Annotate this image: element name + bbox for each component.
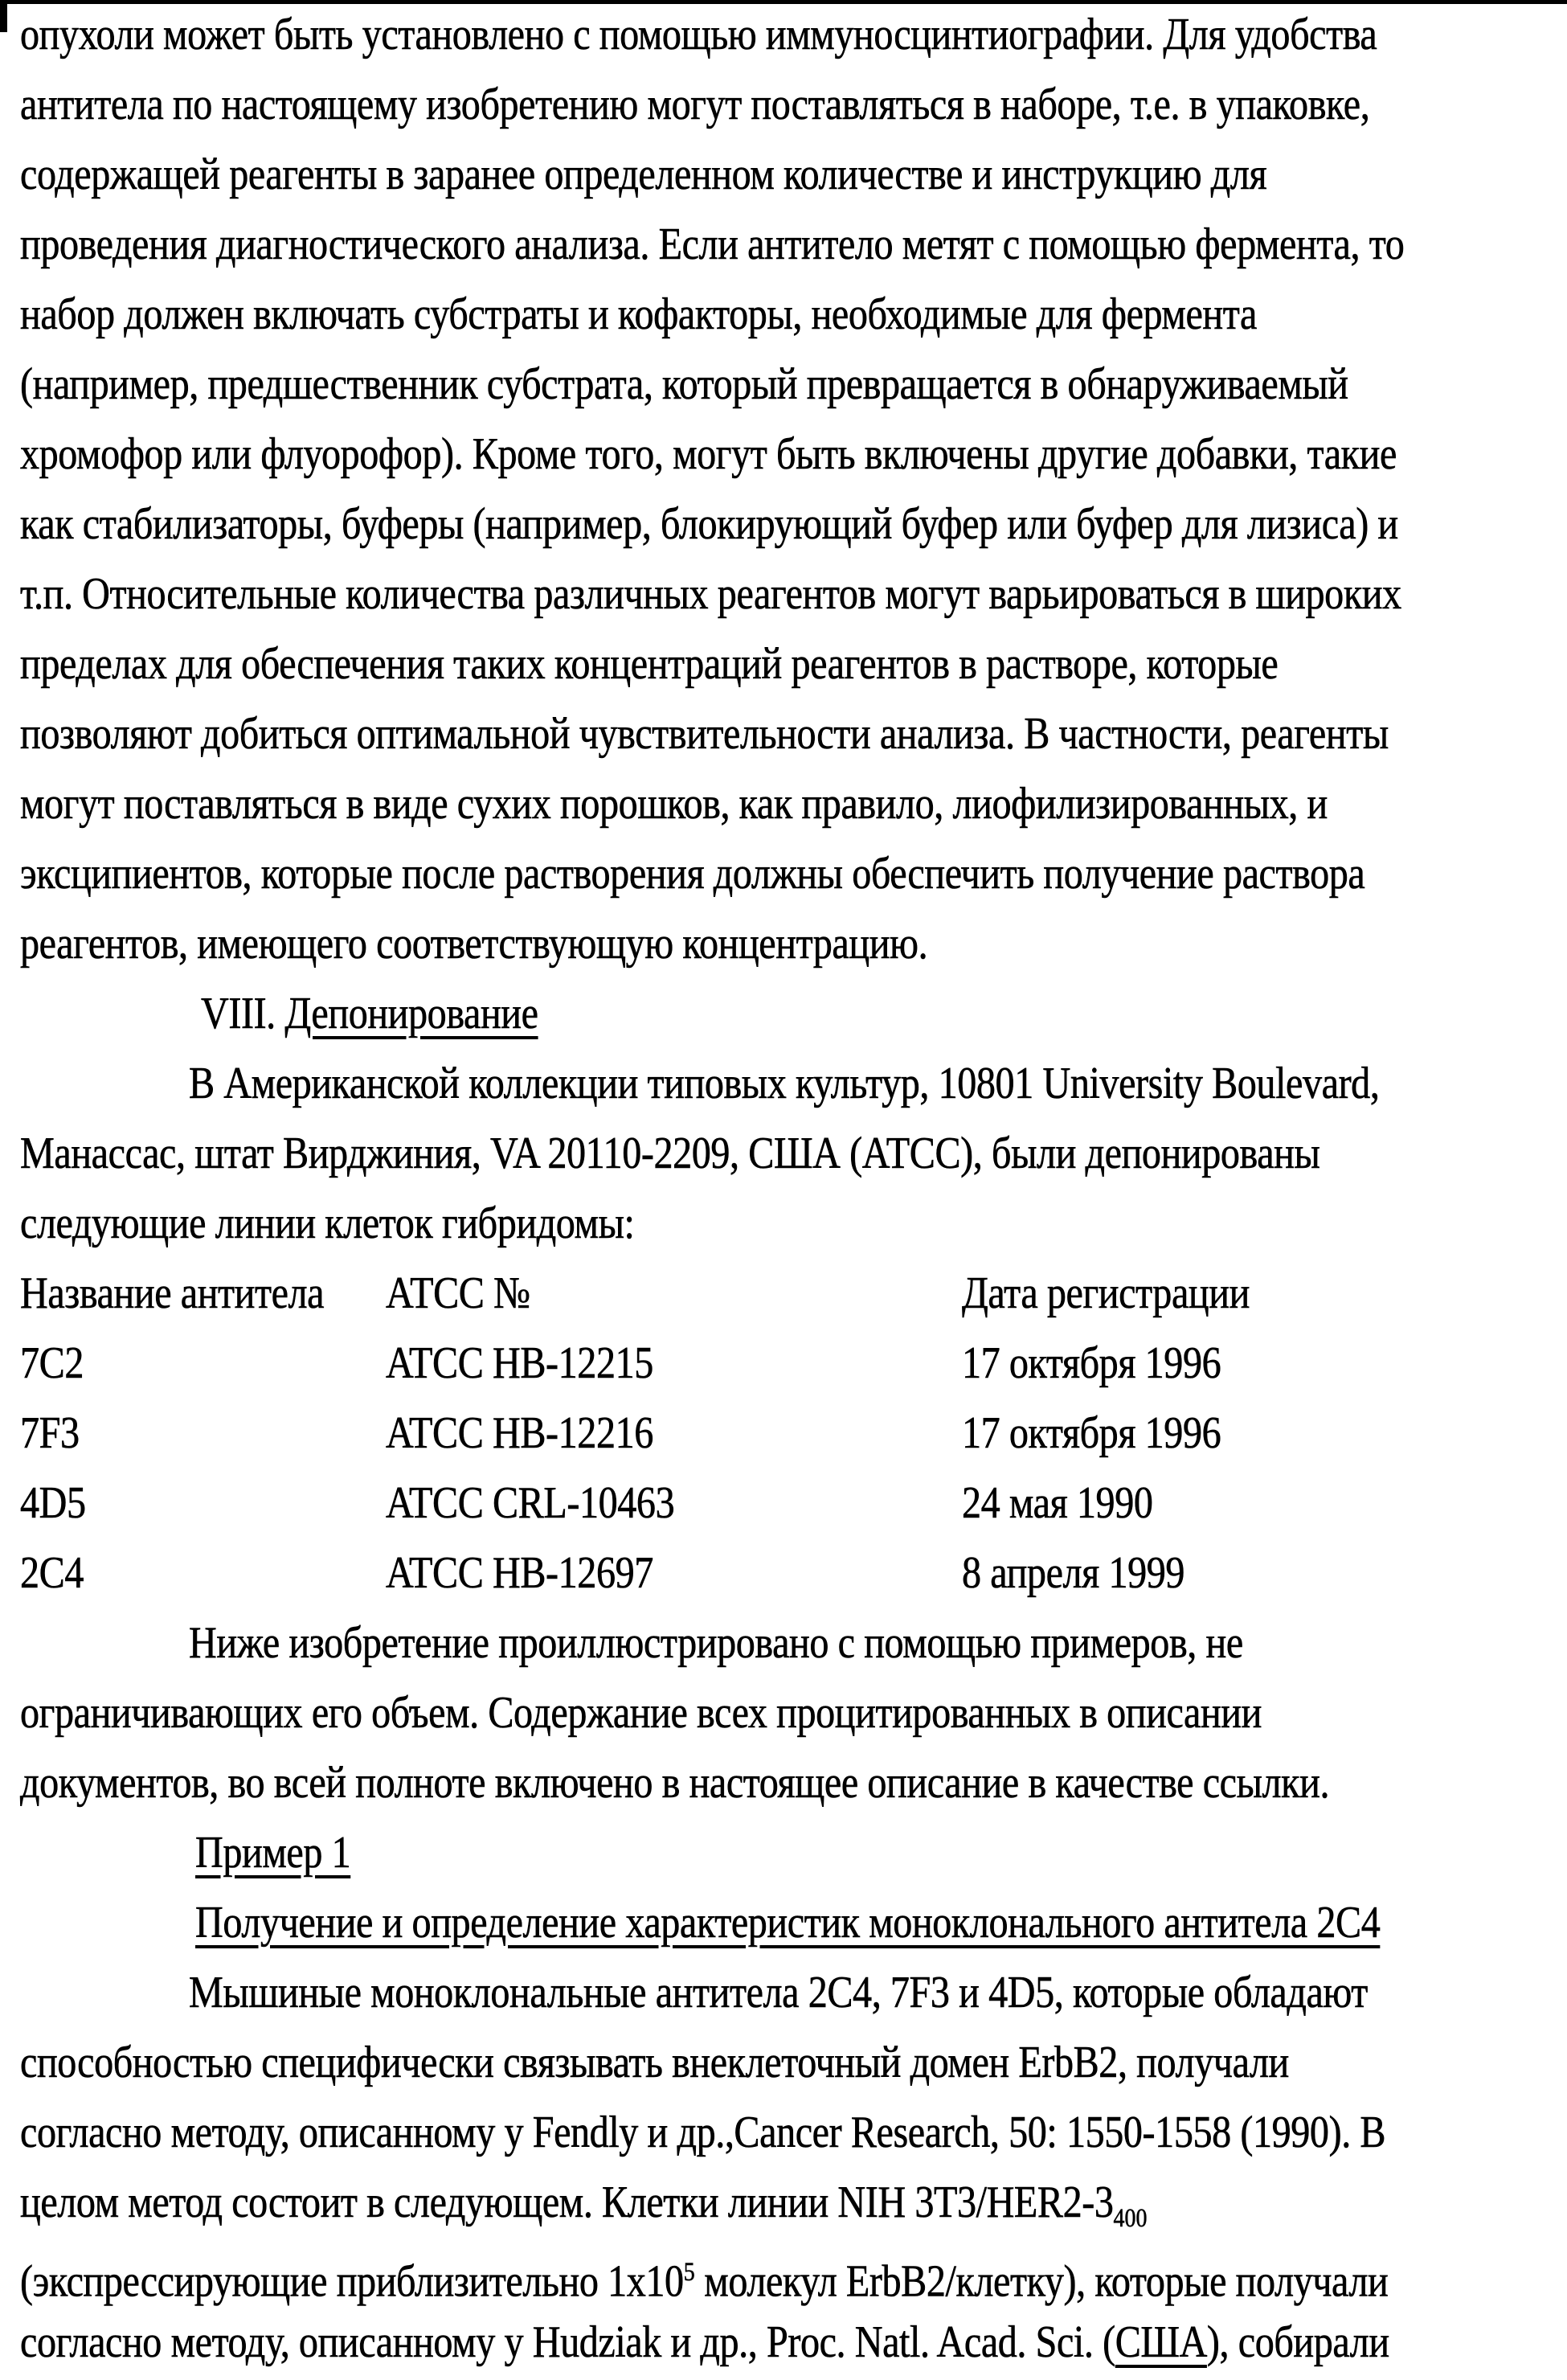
underlined-text: Получение и определение характеристик моноклонального антитела 2C4 [195, 1898, 1381, 1948]
text-line [20, 909, 1075, 979]
line-text [20, 2238, 1388, 2317]
line-text [195, 1888, 1380, 1958]
line-text [189, 1049, 1379, 1119]
line-text [20, 210, 1404, 280]
scan-artifact-corner [0, 0, 7, 32]
text-segment: способностью специфически связывать внеклеточный домен ErbB2, получали [20, 2038, 1289, 2087]
text-line [20, 490, 1567, 559]
text-line [20, 420, 1567, 490]
text-line [20, 2308, 1567, 2378]
line-text [20, 1119, 1319, 1189]
text-line [20, 769, 1540, 839]
text-segment: Ниже изобретение проиллюстрировано с помощью примеров, не [189, 1618, 1243, 1668]
cell-text: 17 октября 1996 [962, 1408, 1221, 1458]
line-text [20, 0, 1377, 70]
text-segment: ограничивающих его объем. Содержание всех процитированных в описании [20, 1688, 1262, 1738]
text-segment: опухоли может быть установлено с помощью иммуносцинтиографии. Для удобства [20, 10, 1377, 59]
cell-text: ATCC CRL-10463 [386, 1478, 675, 1528]
text-segment: Манассас, штат Вирджиния, VA 20110-2209, США (АТСС), были депонированы [20, 1129, 1320, 1178]
cell-text: ATCC HB-12697 [386, 1548, 653, 1598]
text-line [20, 140, 1470, 210]
text-line [20, 1678, 1464, 1748]
table-header-row [0, 1259, 1567, 1329]
line-text [201, 979, 538, 1049]
table-cell [386, 1538, 697, 1608]
cell-text: Название антитела [20, 1268, 325, 1318]
table-row [0, 1538, 1567, 1608]
text-segment: пределах для обеспечения таких концентраций реагентов в растворе, которые [20, 639, 1279, 689]
table-cell [20, 1259, 374, 1329]
text-line [20, 350, 1565, 420]
text-segment: согласно методу, описанному у Fendly и др.,Cancer Research, 50: 1550-1558 (1990). В [20, 2108, 1386, 2157]
line-text [20, 2308, 1389, 2378]
text-line [20, 1119, 1532, 1189]
line-text [20, 1189, 634, 1259]
table-cell [962, 1399, 1263, 1469]
section-heading-viii [201, 979, 593, 1049]
text-line [20, 210, 1567, 280]
cell-text: ATCC HB-12216 [386, 1408, 653, 1458]
table-cell [20, 1538, 94, 1608]
line-text [20, 2098, 1385, 2168]
line-text [20, 140, 1266, 210]
cell-text: АТСС № [386, 1268, 530, 1318]
text-segment: содержащей реагенты в заранее определенном количестве и инструкцию для [20, 150, 1267, 199]
text-line [20, 70, 1567, 140]
cell-text: 7C2 [20, 1338, 84, 1388]
cell-text: ATCC HB-12215 [386, 1338, 653, 1388]
text-line [20, 2238, 1567, 2308]
text-segment: документов, во всей полноте включено в настоящее описание в качестве ссылки. [20, 1758, 1330, 1808]
table-cell [386, 1259, 554, 1329]
line-text [189, 1958, 1368, 2028]
table-cell [20, 1329, 94, 1399]
table-cell [386, 1399, 697, 1469]
line-text [20, 839, 1364, 909]
cell-text: Дата регистрации [962, 1268, 1250, 1318]
subscript: 400 [1113, 2204, 1148, 2234]
paragraph-first-line [189, 1958, 1560, 2028]
text-segment: как стабилизаторы, буферы (например, блокирующий буфер или буфер для лизиса) и [20, 499, 1398, 549]
text-line [20, 2028, 1495, 2098]
underlined-text: США [1115, 2317, 1207, 2367]
text-line [20, 2098, 1567, 2168]
text-segment: В Американской коллекции типовых культур, 10801 University Boulevard, [189, 1059, 1380, 1108]
text-line [20, 699, 1567, 769]
cell-text: 8 апреля 1999 [962, 1548, 1185, 1598]
line-text [20, 769, 1328, 839]
text-line [20, 1748, 1542, 1818]
table-cell [20, 1399, 89, 1469]
cell-text: 7F3 [20, 1408, 80, 1458]
line-text [20, 1748, 1329, 1818]
text-segment: Мышиные моноклональные антитела 2C4, 7F3 и 4D5, которые обладают [189, 1968, 1368, 2017]
underlined-text: Пример 1 [195, 1828, 351, 1878]
table-cell [20, 1469, 96, 1538]
text-segment: могут поставляться в виде сухих порошков, как правило, лиофилизированных, и [20, 779, 1328, 829]
table-cell [962, 1469, 1184, 1538]
text-segment: проведения диагностического анализа. Если антитело метят с помощью фермента, то [20, 219, 1405, 269]
text-segment: следующие линии клеток гибридомы: [20, 1198, 635, 1248]
text-segment: молекул ErbB2/клетку), которые получали [694, 2256, 1389, 2307]
table-row [0, 1399, 1567, 1469]
text-line [20, 280, 1458, 350]
example-1-heading [195, 1818, 376, 1888]
line-text [195, 1818, 350, 1888]
cell-text: 17 октября 1996 [962, 1338, 1221, 1388]
text-line [20, 839, 1567, 909]
superscript: 5 [683, 2258, 695, 2287]
example-1-subheading [195, 1888, 1567, 1958]
text-line [20, 559, 1567, 629]
text-segment: ), собирали [1206, 2317, 1389, 2367]
text-segment: (экспрессирующие приблизительно 1x10 [20, 2256, 684, 2307]
text-segment: реагентов, имеющего соответствующую концентрацию. [20, 919, 928, 969]
underlined-text: Депонирование [284, 989, 538, 1038]
text-segment: VIII. [201, 989, 285, 1038]
text-segment: эксципиентов, которые после растворения должны обеспечить получение раствора [20, 849, 1365, 899]
line-text [20, 350, 1348, 420]
line-text [20, 909, 927, 979]
line-text [20, 629, 1278, 699]
text-line [20, 1189, 734, 1259]
table-row [0, 1329, 1567, 1399]
text-line [20, 629, 1483, 699]
cell-text: 24 мая 1990 [962, 1478, 1153, 1528]
paragraph-first-line [189, 1049, 1567, 1119]
text-line [20, 0, 1567, 70]
text-segment: позволяют добиться оптимальной чувствительности анализа. В частности, реагенты [20, 709, 1389, 759]
table-cell [386, 1329, 697, 1399]
cell-text: 2C4 [20, 1548, 84, 1598]
cell-text: 4D5 [20, 1478, 86, 1528]
table-cell [386, 1469, 722, 1538]
line-text [20, 280, 1257, 350]
line-text [20, 70, 1369, 140]
text-segment: целом метод состоит в следующем. Клетки линии NIH 3T3/HER2-3 [20, 2177, 1114, 2227]
text-line [20, 2168, 1331, 2238]
line-text [20, 420, 1397, 490]
text-segment: набор должен включать субстраты и кофакторы, необходимые для фермента [20, 289, 1257, 339]
line-text [20, 490, 1398, 559]
table-cell [962, 1329, 1263, 1399]
text-segment: согласно методу, описанному у Hudziak и др., Proc. Natl. Acad. Sci. ( [20, 2317, 1115, 2367]
paragraph-first-line [189, 1608, 1414, 1678]
text-segment: (например, предшественник субстрата, который превращается в обнаруживаемый [20, 359, 1348, 409]
line-text [20, 699, 1389, 769]
table-row [0, 1469, 1567, 1538]
table-cell [962, 1538, 1221, 1608]
line-text [20, 1678, 1262, 1748]
line-text [189, 1608, 1243, 1678]
text-segment: хромофор или флуорофор). Кроме того, могут быть включены другие добавки, такие [20, 429, 1397, 479]
line-text [20, 2028, 1289, 2098]
table-cell [962, 1259, 1296, 1329]
line-text [20, 559, 1401, 629]
text-segment: т.п. Относительные количества различных реагентов могут варьироваться в широких [20, 569, 1401, 619]
text-segment: антитела по настоящему изобретению могут поставляться в наборе, т.е. в упаковке, [20, 80, 1370, 129]
